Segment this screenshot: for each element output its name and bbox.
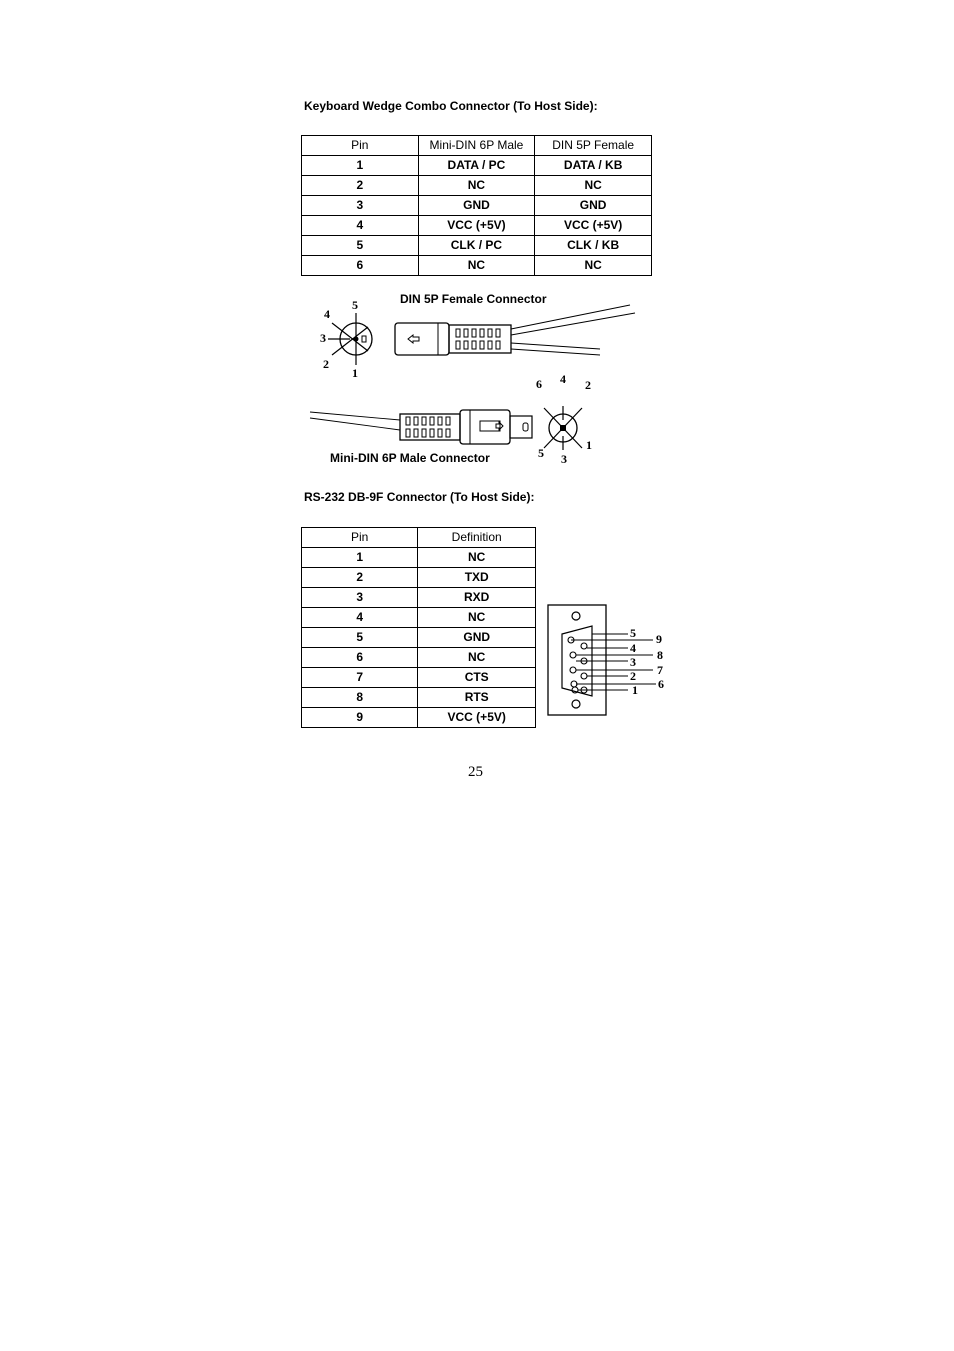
db9-mount-hole <box>572 612 580 620</box>
din5-pin-4: 4 <box>324 307 330 321</box>
cell: NC <box>418 176 535 196</box>
table-row <box>302 688 536 708</box>
table-row <box>302 648 536 668</box>
table-row <box>302 236 652 256</box>
din5-connector-label: DIN 5P Female Connector <box>400 292 547 306</box>
db9-pin-4: 4 <box>630 641 636 655</box>
db9-pin-1: 1 <box>632 683 638 697</box>
rs232-section-title: RS-232 DB-9F Connector (To Host Side): <box>304 490 535 504</box>
cell: 1 <box>302 156 419 176</box>
table-row <box>302 668 536 688</box>
cell: CLK / PC <box>418 236 535 256</box>
cell: 3 <box>302 588 418 608</box>
din5-pin-5: 5 <box>352 298 358 312</box>
mini-din6-pin-5: 5 <box>538 446 544 460</box>
cell: NC <box>418 648 536 668</box>
mini-din6-pin-2: 2 <box>585 378 591 392</box>
din5-pin-1: 1 <box>352 366 358 380</box>
din5-pin-line <box>332 323 368 351</box>
cell: 7 <box>302 668 418 688</box>
mini-din6-cable <box>310 412 400 420</box>
mini-din6-tip <box>523 423 528 431</box>
mini-din6-pin-1: 1 <box>586 438 592 452</box>
db9-frame <box>548 605 606 715</box>
cell: CLK / KB <box>535 236 652 256</box>
cell: 8 <box>302 688 418 708</box>
table-row <box>302 708 536 728</box>
din5-cable <box>511 349 600 355</box>
cell: CTS <box>418 668 536 688</box>
cell: 2 <box>302 568 418 588</box>
cell: DATA / PC <box>418 156 535 176</box>
cell: NC <box>418 608 536 628</box>
din5-pin-2: 2 <box>323 357 329 371</box>
header-pin: Pin <box>302 136 419 156</box>
table-row <box>302 548 536 568</box>
din5-cable <box>511 343 600 349</box>
db9-leader-lines <box>571 634 656 690</box>
table-row <box>302 568 536 588</box>
table-row <box>302 256 652 276</box>
table-row <box>302 608 536 628</box>
cell: 1 <box>302 548 418 568</box>
header-din5: DIN 5P Female <box>535 136 652 156</box>
cell: VCC (+5V) <box>535 216 652 236</box>
page-number: 25 <box>468 764 483 780</box>
mini-din6-pin-4: 4 <box>560 372 566 386</box>
db9-pin-5: 5 <box>630 626 636 640</box>
db9-pin-8: 8 <box>657 648 663 662</box>
db9-pin-2: 2 <box>630 669 636 683</box>
cell: NC <box>418 548 536 568</box>
din5-key <box>362 336 366 342</box>
kb-section-title: Keyboard Wedge Combo Connector (To Host Side): <box>304 99 598 113</box>
table-row <box>302 196 652 216</box>
db9-mount-hole <box>572 700 580 708</box>
db9-pin-7: 7 <box>657 663 663 677</box>
mini-din6-cable <box>310 418 400 430</box>
cell: GND <box>535 196 652 216</box>
cell: 3 <box>302 196 419 216</box>
cell: VCC (+5V) <box>418 216 535 236</box>
cell: 6 <box>302 256 419 276</box>
table-row <box>302 628 536 648</box>
db9-pin-6: 6 <box>658 677 664 691</box>
mini-din6-pin-3: 3 <box>561 452 567 466</box>
cell: RXD <box>418 588 536 608</box>
mini-din6-pin-6: 6 <box>536 377 542 391</box>
din5-grip-ribs <box>456 329 500 349</box>
kb-pin-table <box>301 135 652 276</box>
din5-pin-3: 3 <box>320 331 326 345</box>
mini-din6-shell <box>510 416 532 438</box>
db9-pin-3: 3 <box>630 655 636 669</box>
mini-din6-grip-ribs <box>406 417 450 437</box>
table-row <box>302 588 536 608</box>
cell: NC <box>535 176 652 196</box>
header-mini-din: Mini-DIN 6P Male <box>418 136 535 156</box>
cell: 6 <box>302 648 418 668</box>
table-header-row <box>302 528 536 548</box>
table-header-row <box>302 136 652 156</box>
table-row <box>302 216 652 236</box>
cell: GND <box>418 628 536 648</box>
table-row <box>302 156 652 176</box>
rs232-pin-table <box>301 527 536 728</box>
header-pin: Pin <box>302 528 418 548</box>
cell: 4 <box>302 608 418 628</box>
cell: 5 <box>302 236 419 256</box>
db9-connector-drawing <box>548 604 673 719</box>
cell: RTS <box>418 688 536 708</box>
mini-din6-latch <box>480 421 500 431</box>
cell: DATA / KB <box>535 156 652 176</box>
cell: NC <box>535 256 652 276</box>
arrow-left-icon <box>408 335 419 343</box>
cell: VCC (+5V) <box>418 708 536 728</box>
table-row <box>302 176 652 196</box>
db9-contacts <box>568 637 587 693</box>
din5-plug-body <box>395 323 449 355</box>
cell: 9 <box>302 708 418 728</box>
cell: NC <box>418 256 535 276</box>
cell: 5 <box>302 628 418 648</box>
mini-din6-connector-label: Mini-DIN 6P Male Connector <box>330 451 490 465</box>
cell: GND <box>418 196 535 216</box>
header-definition: Definition <box>418 528 536 548</box>
cell: 2 <box>302 176 419 196</box>
db9-pin-9: 9 <box>656 632 662 646</box>
din5-pin-line <box>332 327 368 355</box>
cell: TXD <box>418 568 536 588</box>
cell: 4 <box>302 216 419 236</box>
